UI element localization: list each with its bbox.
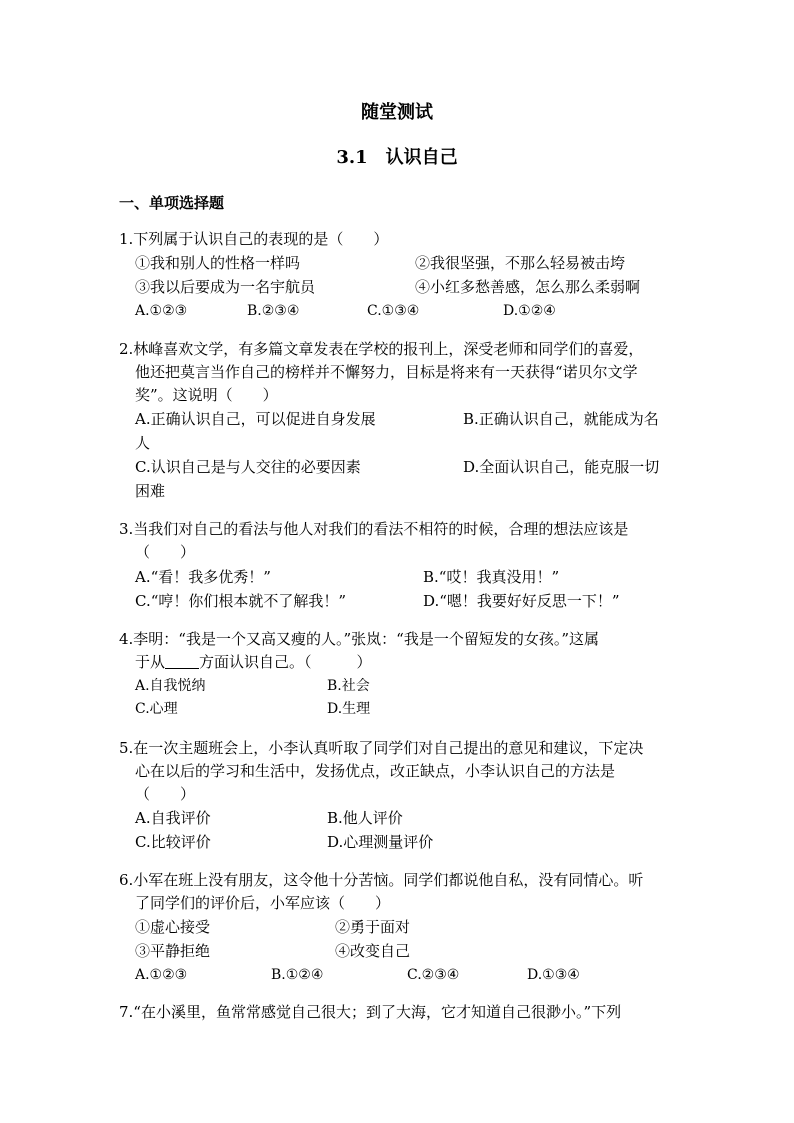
lesson-title: 3.1 认识自己	[336, 147, 458, 168]
q6-option-d: D.①③④	[527, 967, 580, 983]
q4-stem-line-1: 4.李明：“我是一个又高又瘦的人。”张岚：“我是一个留短发的女孩。”这属	[119, 630, 599, 648]
q6-option-b: B.①②④	[271, 967, 324, 983]
q1-stem: 1.下列属于认识自己的表现的是（ ）	[119, 230, 389, 248]
page-title: 随堂测试	[361, 102, 433, 123]
q1-statement-4: ④小红多愁善感，怎么那么柔弱啊	[415, 278, 641, 296]
q5-stem-line-3: （ ）	[135, 785, 196, 803]
q6-option-a: A.①②③	[135, 967, 188, 983]
q1-statement-2: ②我很坚强，不那么轻易被击垮	[415, 254, 626, 272]
q4-option-a: A.自我悦纳	[135, 678, 206, 694]
q4-stem-suffix: 方面认识自己。（ ）	[199, 653, 372, 671]
q2-option-c: C.认识自己是与人交往的必要因素	[135, 458, 361, 476]
q4-option-c: C.心理	[135, 701, 178, 717]
q2-stem-line-3: 奖”。这说明（ ）	[135, 386, 278, 404]
q1-statement-3: ③我以后要成为一名宇航员	[135, 278, 316, 296]
q2-option-a: A.正确认识自己，可以促进自身发展	[135, 410, 376, 428]
q1-option-a: A.①②③	[135, 303, 188, 319]
q6-statement-3: ③平静拒绝	[135, 942, 211, 960]
q2-stem-line-2: 他还把莫言当作自己的榜样并不懈努力，目标是将来有一天获得“诺贝尔文学	[135, 363, 638, 381]
q6-statement-4: ④改变自己	[335, 942, 411, 960]
q2-option-b-wrap: 人	[135, 434, 151, 452]
q4-option-d: D.生理	[327, 701, 371, 717]
q5-stem-line-1: 5.在一次主题班会上，小李认真听取了同学们对自己提出的意见和建议，下定决	[119, 739, 644, 757]
q5-stem-line-2: 心在以后的学习和生活中，发扬优点，改正缺点，小李认识自己的方法是	[135, 762, 616, 780]
q4-stem-prefix: 于从	[135, 653, 166, 671]
q2-option-d-wrap: 困难	[135, 482, 166, 500]
q1-option-b: B.②③④	[247, 303, 300, 319]
answer-blank	[165, 654, 199, 669]
q4-option-b: B.社会	[327, 678, 370, 694]
q7-stem-line-1: 7.“在小溪里，鱼常常感觉自己很大；到了大海，它才知道自己很渺小。”下列	[119, 1003, 622, 1021]
q3-stem-line-1: 3.当我们对自己的看法与他人对我们的看法不相符的时候，合理的想法应该是	[119, 520, 629, 538]
q2-stem-line-1: 2.林峰喜欢文学，有多篇文章发表在学校的报刊上，深受老师和同学们的喜爱，	[119, 340, 644, 358]
q1-statement-1: ①我和别人的性格一样吗	[135, 254, 301, 272]
q6-stem-line-2: 了同学们的评价后，小军应该（ ）	[135, 894, 391, 912]
q3-option-a: A.“看！我多优秀！”	[135, 568, 271, 586]
q5-option-b: B.他人评价	[327, 809, 403, 827]
q3-stem-line-2: （ ）	[135, 543, 196, 561]
q2-option-d: D.全面认识自己，能克服一切	[463, 458, 660, 476]
q3-option-d: D.“嗯！我要好好反思一下！”	[423, 592, 620, 610]
q4-stem-line-2	[135, 652, 372, 672]
q6-option-c: C.②③④	[407, 967, 460, 983]
q2-option-b: B.正确认识自己，就能成为名	[463, 410, 659, 428]
section-heading: 一、单项选择题	[119, 194, 225, 212]
q5-option-a: A.自我评价	[135, 809, 211, 827]
q5-option-d: D.心理测量评价	[327, 833, 434, 851]
q3-option-c: C.“哼！你们根本就不了解我！”	[135, 592, 347, 610]
q1-option-d: D.①②④	[503, 303, 556, 319]
q6-stem-line-1: 6.小军在班上没有朋友，这令他十分苦恼。同学们都说他自私，没有同情心。听	[119, 871, 644, 889]
q6-statement-1: ①虚心接受	[135, 918, 211, 936]
q5-option-c: C.比较评价	[135, 833, 211, 851]
q6-statement-2: ②勇于面对	[335, 918, 411, 936]
q1-option-c: C.①③④	[367, 303, 420, 319]
q3-option-b: B.“哎！我真没用！”	[423, 568, 560, 586]
